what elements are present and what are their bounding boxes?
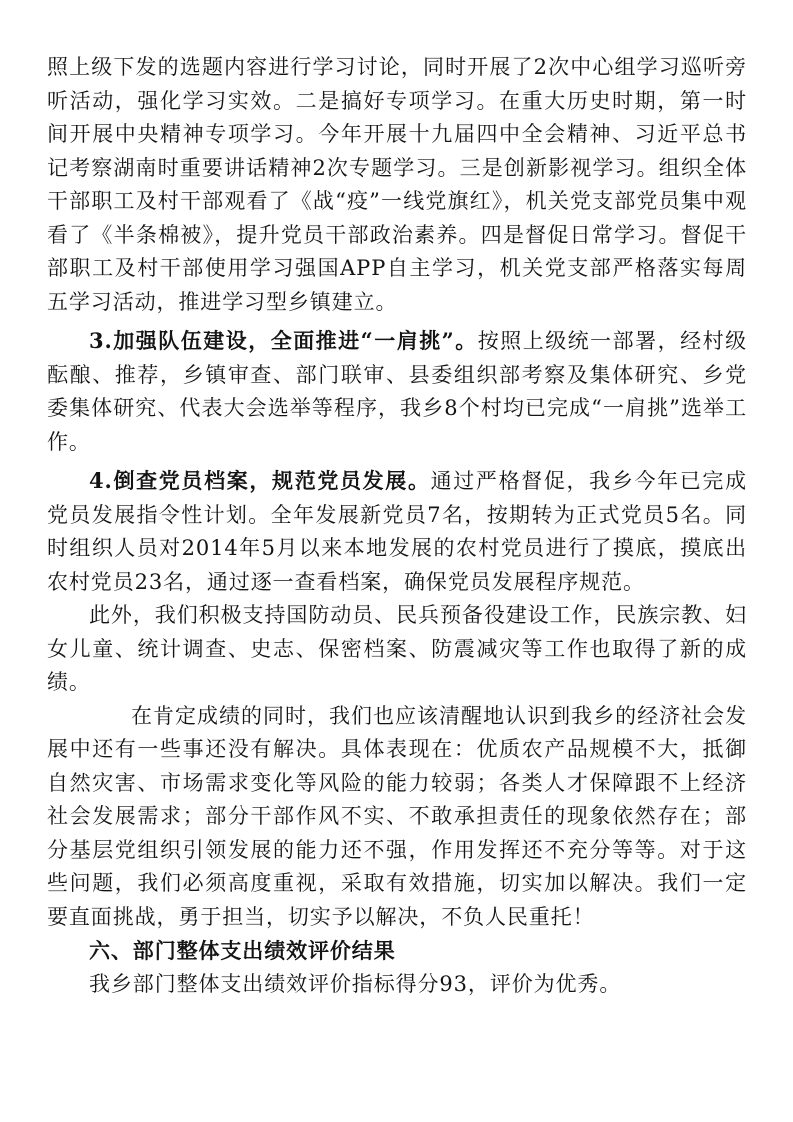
paragraph-evaluation-result: 我乡部门整体支出绩效评价指标得分93，评价为优秀。 xyxy=(89,971,622,996)
paragraph-body: 通过严格督促，我乡今年已完成党员发展指令性计划。全年发展新党员7名，按期转为正式党员5名。同时组织人员对2014年5月以来本地发展的农村党员进行了摸底，摸底出农村党员23名，通过逐一查看档案，确保党员发展程序规范。 xyxy=(47,469,747,594)
paragraph-title: 4.倒查党员档案，规范党员发展。 xyxy=(89,468,431,493)
paragraph-party-member-files xyxy=(47,464,747,599)
paragraph-team-building xyxy=(47,324,747,459)
section-heading: 六、部门整体支出绩效评价结果 xyxy=(89,938,396,963)
document-page xyxy=(47,51,747,1001)
paragraph-problems: 在肯定成绩的同时，我们也应该清醒地认识到我乡的经济社会发展中还有一些事还没有解决。具体表现在：优质农产品规模不大，抵御自然灾害、市场需求变化等风险的能力较弱；各类人才保障跟不上经济社会发展需求；部分干部作风不实、不敢承担责任的现象依然存在；部分基层党组织引领发展的能力还不强，作用发挥还不充分等等。对于这些问题，我们必须高度重视，采取有效措施，切实加以解决。我们一定要直面挑战，勇于担当，切实予以解决，不负人民重托！ xyxy=(47,703,747,929)
paragraph-study-activities: 照上级下发的选题内容进行学习讨论，同时开展了2次中心组学习巡听旁听活动，强化学习实效。二是搞好专项学习。在重大历史时期，第一时间开展中央精神专项学习。今年开展十九届四中全会精神、习近平总书记考察湖南时重要讲话精神2次专题学习。三是创新影视学习。组织全体干部职工及村干部观看了《战“疫”一线党旗红》，机关党支部党员集中观看了《半条棉被》，提升党员干部政治素养。四是督促日常学习。督促干部职工及村干部使用学习强国APP自主学习，机关党支部严格落实每周五学习活动，推进学习型乡镇建立。 xyxy=(47,55,747,314)
paragraph-title: 3.加强队伍建设，全面推进“一肩挑”。 xyxy=(89,328,478,353)
paragraph-other-work: 此外，我们积极支持国防动员、民兵预备役建设工作，民族宗教、妇女儿童、统计调查、史志、保密档案、防震减灾等工作也取得了新的成绩。 xyxy=(47,603,747,694)
paragraph-body: 按照上级统一部署，经村级酝酿、推荐，乡镇审查、部门联审、县委组织部考察及集体研究、乡党委集体研究、代表大会选举等程序，我乡8个村均已完成“一肩挑”选举工作。 xyxy=(47,329,747,454)
